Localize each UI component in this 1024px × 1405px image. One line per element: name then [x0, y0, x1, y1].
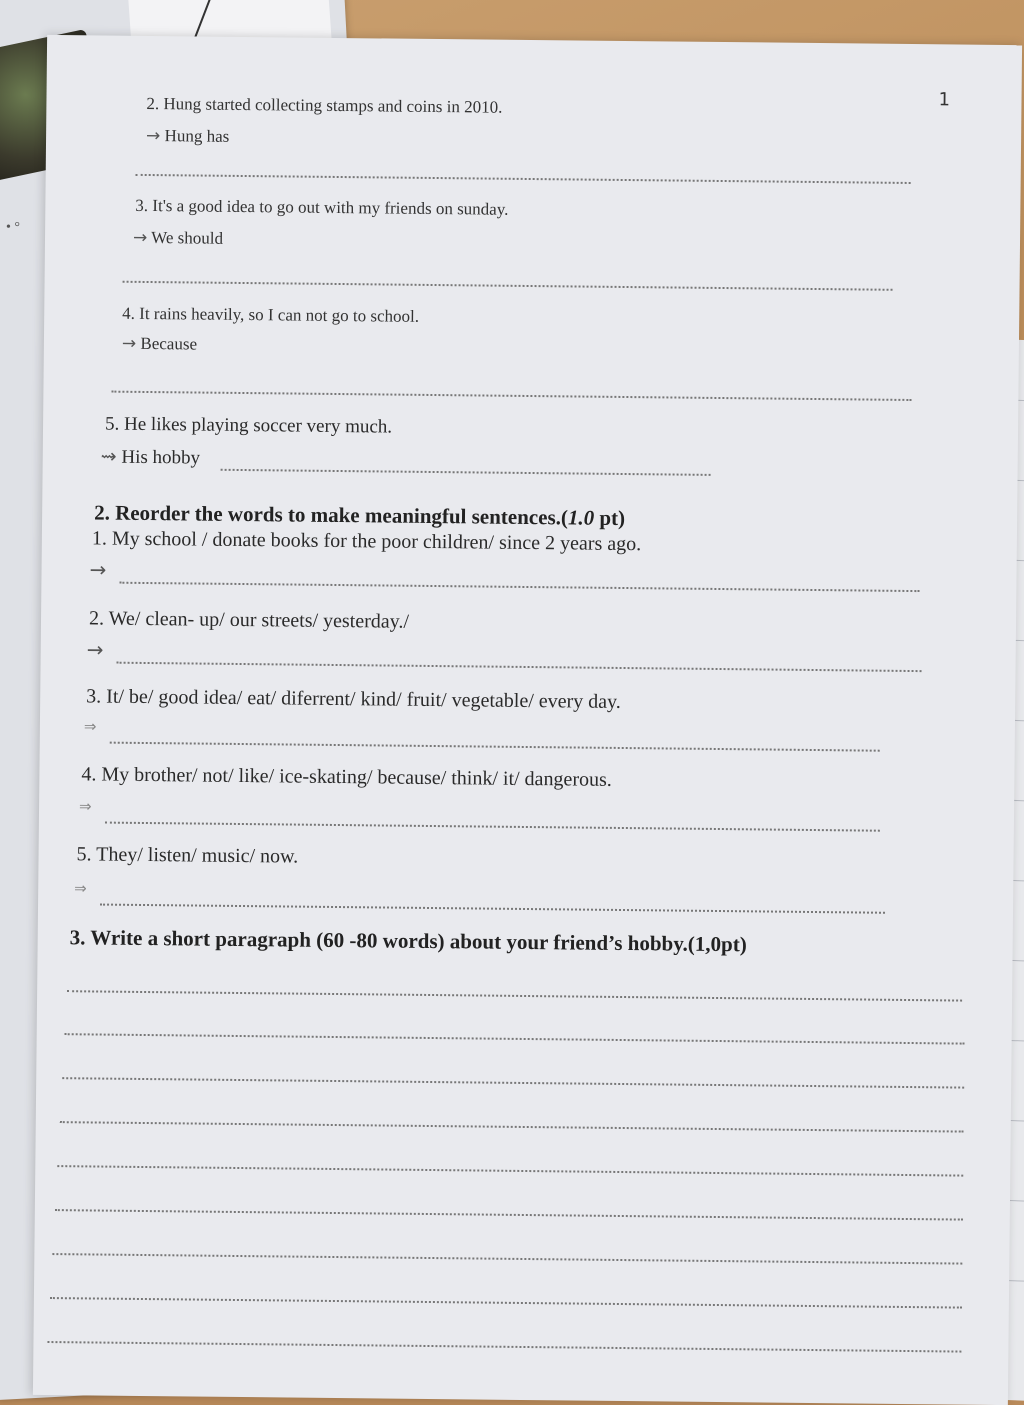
transform-stem-5: ⇝ His hobby [100, 445, 201, 469]
answer-line[interactable] [119, 582, 919, 592]
reorder-item-4: 4. My brother/ not/ like/ ice-skating/ because/ think/ it/ dangerous. [81, 763, 612, 791]
transform-item-4: 4. It rains heavily, so I can not go to school. [122, 303, 420, 326]
paragraph-line[interactable] [60, 1121, 964, 1132]
reorder-item-3: 3. It/ be/ good idea/ eat/ diferrent/ kind/ fruit/ vegetable/ every day. [86, 685, 621, 713]
answer-line[interactable] [123, 281, 893, 291]
worksheet-page [33, 35, 1022, 1405]
transform-item-2: 2. Hung started collecting stamps and coins in 2010. [146, 93, 503, 117]
transform-stem-4: → Because [121, 333, 198, 354]
transform-stem-3: → We should [132, 227, 224, 248]
paragraph-line[interactable] [65, 1033, 965, 1044]
section-3-heading: 3. Write a short paragraph (60 -80 words) about your friend’s hobby.(1,0pt) [69, 925, 747, 957]
answer-line[interactable] [117, 662, 922, 672]
answer-line[interactable] [111, 391, 911, 401]
reorder-arrow-1: → [89, 557, 107, 582]
reorder-item-2: 2. We/ clean- up/ our streets/ yesterday./ [88, 607, 410, 633]
reorder-item-5: 5. They/ listen/ music/ now. [76, 843, 299, 868]
reorder-arrow-3: ⇒ [83, 717, 97, 736]
transform-stem-2: → Hung has [145, 125, 230, 147]
page-marker: 1 [938, 89, 951, 111]
paragraph-line[interactable] [52, 1253, 962, 1265]
answer-line[interactable] [221, 469, 711, 476]
transform-item-3: 3. It's a good idea to go out with my friends on sunday. [135, 195, 509, 219]
paragraph-line[interactable] [55, 1209, 963, 1221]
reorder-arrow-5: ⇒ [74, 879, 87, 898]
answer-line[interactable] [110, 742, 880, 752]
paragraph-line[interactable] [67, 990, 962, 1001]
transform-item-5: 5. He likes playing soccer very much. [104, 413, 393, 438]
paragraph-line[interactable] [47, 1341, 961, 1353]
paragraph-line[interactable] [57, 1165, 963, 1176]
answer-line[interactable] [100, 904, 885, 914]
answer-line[interactable] [105, 822, 880, 832]
reorder-arrow-2: → [86, 637, 104, 662]
reorder-item-1: 1. My school / donate books for the poor children/ since 2 years ago. [91, 527, 642, 556]
side-marks: • ° [6, 220, 20, 235]
answer-line[interactable] [136, 174, 911, 184]
reorder-arrow-4: ⇒ [78, 797, 92, 816]
paragraph-line[interactable] [50, 1297, 962, 1309]
section-2-heading: 2. Reorder the words to make meaningful sentences.(1.0 pt) [94, 500, 626, 531]
paragraph-line[interactable] [62, 1077, 964, 1088]
